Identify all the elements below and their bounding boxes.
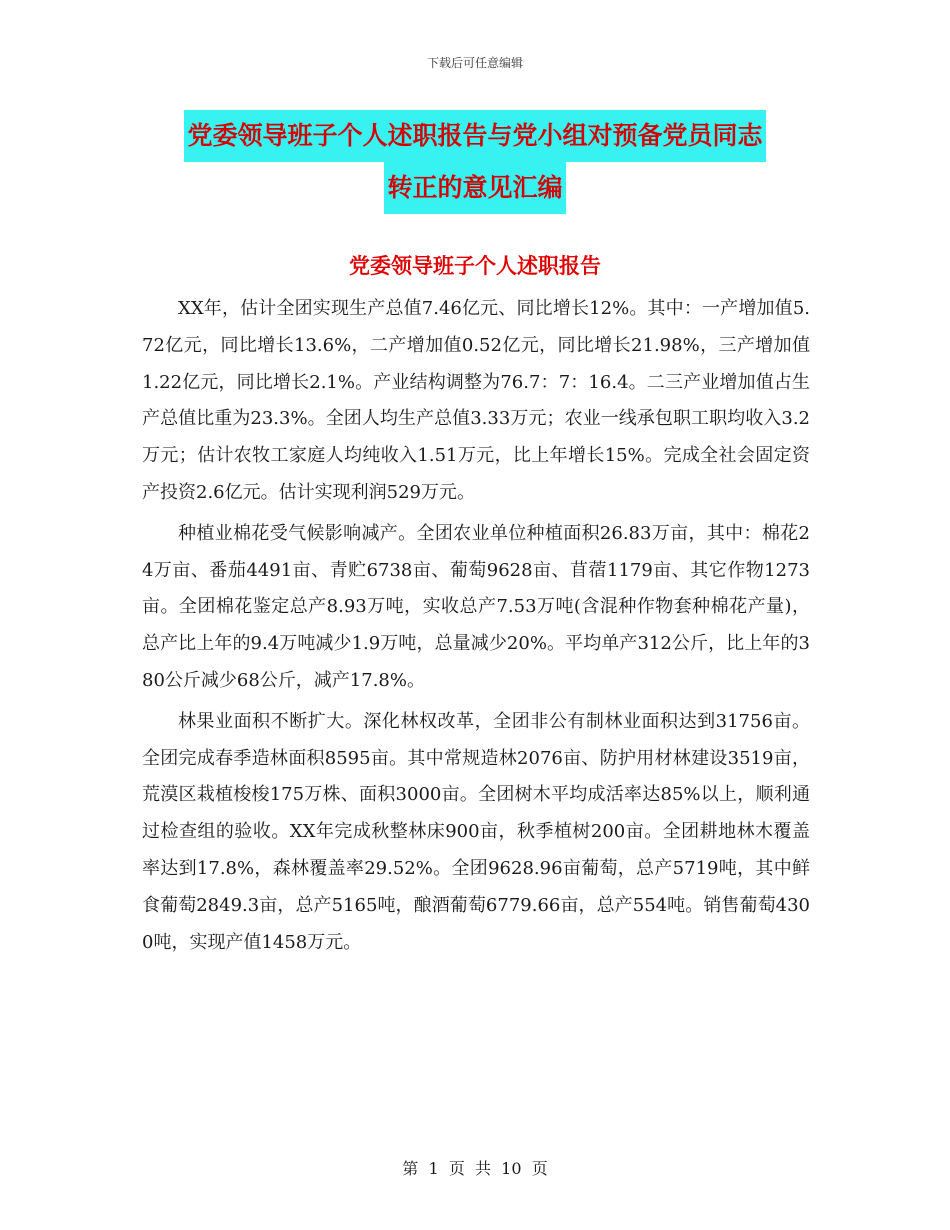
page-header-note: 下载后可任意编辑	[426, 56, 523, 70]
page-number: 第 1 页 共 10 页	[402, 1159, 548, 1178]
document-title	[0, 110, 950, 214]
paragraph-forestry: 林果业面积不断扩大。深化林权改革，全团非公有制林业面积达到31756亩。全团完成春季造林面积8595亩。其中常规造林2076亩、防护用材林建设3519亩，荒漠区栽植梭梭175万株、面积3000亩。全团树木平均成活率达85%以上，顺利通过检查组的验收。XX年完成秋整林床900亩，秋季植树200亩。全团耕地林木覆盖率达到17.8%，森林覆盖率29.52%。全团9628.96亩葡萄，总产5719吨，其中鲜食葡萄2849.3亩，总产5165吨，酿酒葡萄6779.66亩，总产554吨。销售葡萄4300吨，实现产值1458万元。	[142, 710, 810, 953]
document-body	[142, 291, 810, 965]
title-line-1: 党委领导班子个人述职报告与党小组对预备党员同志	[184, 110, 765, 162]
section-title: 党委领导班子个人述职报告	[349, 253, 601, 278]
paragraph-economy: XX年，估计全团实现生产总值7.46亿元、同比增长12%。其中：一产增加值5.72亿元，同比增长13.6%，二产增加值0.52亿元，同比增长21.98%，三产增加值1.22亿元，同比增长2.1%。产业结构调整为76.7：7：16.4。二三产业增加值占生产总值比重为23.3%。全团人均生产总值3.33万元；农业一线承包职工职均收入3.2万元；估计农牧工家庭人均纯收入1.51万元，比上年增长15%。完成全社会固定资产投资2.6亿元。估计实现利润529万元。	[142, 298, 810, 503]
paragraph-planting: 种植业棉花受气候影响减产。全团农业单位种植面积26.83万亩，其中：棉花24万亩、番茄4491亩、青贮6738亩、葡萄9628亩、苜蓿1179亩、其它作物1273亩。全团棉花鉴定总产8.93万吨，实收总产7.53万吨(含混种作物套种棉花产量)，总产比上年的9.4万吨减少1.9万吨，总量减少20%。平均单产312公斤，比上年的380公斤减少68公斤，减产17.8%。	[142, 522, 810, 691]
title-line-2: 转正的意见汇编	[384, 162, 565, 214]
